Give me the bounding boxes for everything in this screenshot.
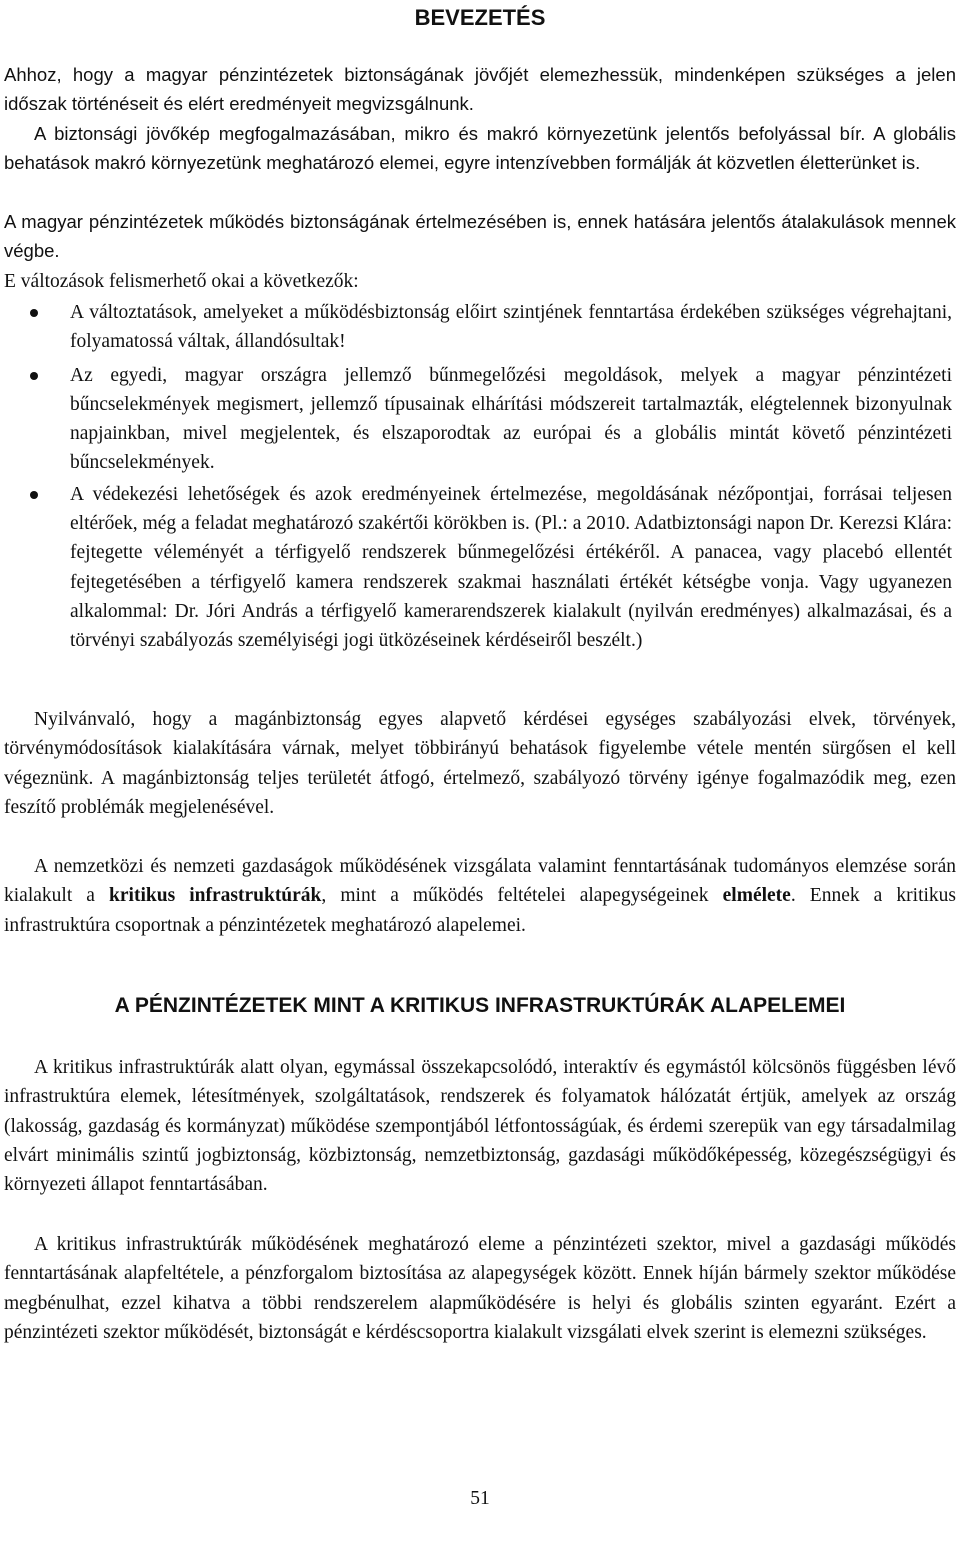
list-item-text: A védekezési lehetőségek és azok eredményeinek értelmezése, megoldásának nézőpontjai, forrásai teljesen eltérőek, még a feladat meghatározó szakértői körökben is. (Pl.: a 2010. Adatbiztonsági napon Dr. Kerezsi Klára: fejtegette véleményét a térfigyelő rendszerek bűnmegelőzési értékéről. A panacea, vagy placebó ellentét fejtegetésében a térfigyelő kamera rendszerek szakmai használati értékét kétségbe vonja. Vagy ugyanezen alkalommal: Dr. Jóri András a térfigyelő kamerarendszerek kialakult (nyilván eredményes) alkalmazásai, és a törvényi szabályozás személyiségi jogi ütközéseinek kérdéseiről beszélt.) [70, 483, 952, 652]
bold-term-kritikus-infrastrukturak: kritikus infrastruktúrák [109, 885, 322, 907]
list-item [4, 298, 952, 357]
list-item [4, 361, 952, 478]
bullet-icon [30, 372, 38, 380]
paragraph-text: A nemzetközi és nemzeti gazdaságok működésének vizsgálata valamint fenntartásának tudományos elemzése során kialakult a [4, 856, 956, 907]
list-item [4, 480, 952, 656]
intro-paragraph-2: A biztonsági jövőkép megfogalmazásában, mikro és makró környezetünk jelentős befolyással bír. A globális behatások makró környezetünk meghatározó elemei, egyre intenzívebben formálják át közvetlen életterünket is. [4, 123, 956, 174]
paragraph-text: . Ennek a kritikus infrastruktúra csoportnak a pénzintézetek meghatározó alapelemei. [4, 885, 957, 936]
bullet-icon [30, 309, 38, 317]
paragraph-nyilvanvalo: Nyilvánvaló, hogy a magánbiztonság egyes alapvető kérdései egységes szabályozási elvek, törvények, törvénymódosítások kialakítására várnak, melyet többirányú behatások figyelembe vétele mentén sürgősen el kell végeznünk. A magánbiztonság teljes területét átfogó, értelmező, szabályozó törvény igénye fogalmazódik meg, ezen feszítő problémák megjelenésével. [4, 709, 956, 818]
list-item-text: Az egyedi, magyar országra jellemző bűnmegelőzési megoldások, melyek a magyar pénzintézeti bűncselekmények megismert, jellemző típusainak elhárítási módszereit tartalmazták, elégtelennek bizonyulnak napjainkban, mivel megjelentek, és elszaporodtak az európai és a globális mintát követő pénzintézeti bűncselekmények. [70, 364, 952, 474]
paragraph-text: , mint a működés feltételei alapegységeinek [321, 885, 723, 907]
paragraph-nemzetkozi [4, 852, 956, 940]
bullet-icon [30, 491, 38, 499]
bold-term-elmelete: elmélete [722, 885, 791, 907]
intro-paragraph-3: A magyar pénzintézetek működés biztonságának értelmezésében is, ennek hatására jelentős átalakulások mennek végbe. [4, 211, 956, 262]
intro-paragraph-1: Ahhoz, hogy a magyar pénzintézetek biztonságának jövőjét elemezhessük, mindenképen szükséges a jelen időszak történéseit és elért eredményeit megvizsgálnunk. [4, 64, 956, 115]
page-number: 51 [470, 1488, 490, 1509]
section-paragraph-1: A kritikus infrastruktúrák alatt olyan, egymással összekapcsolódó, interaktív és egymástól kölcsönös függésben lévő infrastruktúra elemek, létesítmények, szolgáltatások, rendszerek és folyamatok hálózatát értjük, amelyek az ország (lakosság, gazdaság és kormányzat) működése szempontjából létfontosságúak, és érdemi szerepük van egy társadalmilag elvárt minimális szintű jogbiztonság, közbiztonság, nemzetbiztonság, gazdasági működőképesség, közegészségügyi és környezeti állapot fenntartásában. [4, 1057, 956, 1196]
section-heading: A PÉNZINTÉZETEK MINT A KRITIKUS INFRASTRUKTÚRÁK ALAPELEMEI [114, 994, 846, 1017]
page-heading: BEVEZETÉS [414, 5, 546, 30]
section-paragraph-2: A kritikus infrastruktúrák működésének meghatározó eleme a pénzintézeti szektor, mivel a gazdasági működés fenntartásának alapfeltétele, a pénzforgalom biztosítása az alapegységek között. Ennek híján bármely szektor működése megbénulhat, ezzel kihatva a többi rendszerelem alapműködésére is helyi és globális szinten egyaránt. Ezért a pénzintézeti szektor működését, biztonságát e kérdéscsoportra kialakult vizsgálati elvek szerint is elemezni szükséges. [4, 1234, 956, 1343]
causes-intro: E változások felismerhető okai a következők: [4, 271, 359, 292]
causes-list [4, 298, 952, 656]
list-item-text: A változtatások, amelyeket a működésbiztonság előirt szintjének fenntartása érdekében szükséges végrehajtani, folyamatossá váltak, állandósultak! [70, 302, 952, 353]
